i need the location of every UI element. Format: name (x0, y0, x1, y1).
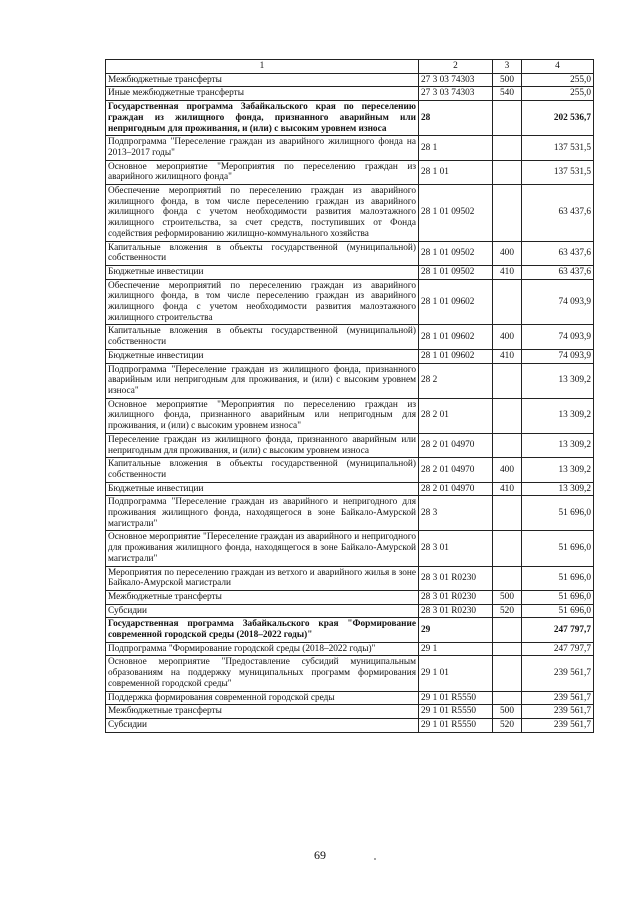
cell-vr (493, 136, 522, 160)
cell-code: 28 1 (419, 136, 493, 160)
cell-name: Подпрограмма "Переселение граждан из аварийного и непригодного для проживания жилищного фонда, находящегося в зоне Байкало-Амурской магистрали" (106, 496, 419, 531)
table-row (106, 185, 594, 242)
cell-vr: 520 (493, 718, 522, 732)
cell-sum: 137 531,5 (522, 160, 594, 184)
cell-code: 28 (419, 101, 493, 136)
cell-vr (493, 101, 522, 136)
cell-name: Государственная программа Забайкальского края "Формирование современной городской среды (2018–2022 годы)" (106, 618, 419, 642)
cell-sum: 13 309,2 (522, 458, 594, 482)
cell-code: 28 1 01 09502 (419, 185, 493, 242)
table-row (106, 73, 594, 87)
cell-sum: 247 797,7 (522, 642, 594, 656)
cell-sum: 202 536,7 (522, 101, 594, 136)
cell-sum: 51 696,0 (522, 496, 594, 531)
cell-sum: 255,0 (522, 87, 594, 101)
cell-name: Бюджетные инвестиции (106, 349, 419, 363)
cell-code: 28 1 01 09602 (419, 349, 493, 363)
table-row (106, 265, 594, 279)
cell-sum: 239 561,7 (522, 691, 594, 705)
cell-vr: 500 (493, 590, 522, 604)
cell-code: 28 3 01 R0230 (419, 566, 493, 590)
cell-name: Капитальные вложения в объекты государственной (муниципальной) собственности (106, 325, 419, 349)
cell-name: Бюджетные инвестиции (106, 265, 419, 279)
cell-sum: 51 696,0 (522, 566, 594, 590)
cell-code: 28 1 01 (419, 160, 493, 184)
cell-sum: 239 561,7 (522, 705, 594, 719)
table-row (106, 398, 594, 433)
table-row (106, 279, 594, 325)
cell-name: Основное мероприятие "Мероприятия по переселению граждан из аварийного жилищного фонда" (106, 160, 419, 184)
cell-vr (493, 691, 522, 705)
cell-sum: 13 309,2 (522, 398, 594, 433)
cell-code: 28 2 (419, 363, 493, 398)
cell-sum: 13 309,2 (522, 363, 594, 398)
header-cell-code: 2 (419, 60, 493, 74)
header-cell-vr: 3 (493, 60, 522, 74)
table-row (106, 482, 594, 496)
cell-code: 27 3 03 74303 (419, 87, 493, 101)
cell-code: 28 1 01 09502 (419, 265, 493, 279)
cell-name: Основное мероприятие "Мероприятия по переселению граждан из жилищного фонда, признанного аварийным или непригодным для проживания, и (или) с высоким уровнем износа" (106, 398, 419, 433)
cell-vr (493, 642, 522, 656)
cell-sum: 137 531,5 (522, 136, 594, 160)
cell-code: 28 2 01 04970 (419, 482, 493, 496)
cell-name: Основное мероприятие "Предоставление субсидий муниципальным образованиям на поддержку муниципальных программ формирования современной городской среды" (106, 656, 419, 691)
cell-vr: 410 (493, 349, 522, 363)
cell-name: Иные межбюджетные трансферты (106, 87, 419, 101)
cell-name: Обеспечение мероприятий по переселению граждан из аварийного жилищного фонда, в том числе переселению граждан из аварийного жилищного фонда с учетом необходимости развития малоэтажного жилищного строительства (106, 279, 419, 325)
cell-code: 29 1 01 (419, 656, 493, 691)
table-row (106, 566, 594, 590)
cell-code: 29 1 01 R5550 (419, 691, 493, 705)
table-row (106, 656, 594, 691)
cell-code: 29 (419, 618, 493, 642)
cell-sum: 13 309,2 (522, 433, 594, 457)
cell-vr (493, 185, 522, 242)
cell-code: 28 1 01 09602 (419, 279, 493, 325)
cell-name: Капитальные вложения в объекты государственной (муниципальной) собственности (106, 458, 419, 482)
page-number: 69 (314, 848, 326, 862)
table-row (106, 718, 594, 732)
cell-sum: 63 437,6 (522, 185, 594, 242)
table-row (106, 363, 594, 398)
cell-sum: 247 797,7 (522, 618, 594, 642)
cell-name: Переселение граждан из жилищного фонда, признанного аварийным или непригодным для проживания, и (или) с высоким уровнем износа (106, 433, 419, 457)
table-row (106, 458, 594, 482)
table-row (106, 87, 594, 101)
table-row (106, 136, 594, 160)
cell-name: Подпрограмма "Переселение граждан из жилищного фонда, признанного аварийным или непригодным для проживания, и (или) с высоким уровнем износа" (106, 363, 419, 398)
cell-sum: 13 309,2 (522, 482, 594, 496)
cell-sum: 74 093,9 (522, 349, 594, 363)
header-cell-name: 1 (106, 60, 419, 74)
cell-code: 28 3 (419, 496, 493, 531)
cell-sum: 51 696,0 (522, 604, 594, 618)
cell-sum: 239 561,7 (522, 656, 594, 691)
table-row (106, 531, 594, 566)
cell-vr: 410 (493, 482, 522, 496)
table-row (106, 691, 594, 705)
cell-vr (493, 566, 522, 590)
cell-code: 29 1 01 R5550 (419, 705, 493, 719)
cell-sum: 255,0 (522, 73, 594, 87)
cell-name: Подпрограмма "Переселение граждан из аварийного жилищного фонда на 2013–2017 годы" (106, 136, 419, 160)
cell-name: Основное мероприятие "Переселение граждан из аварийного и непригодного для проживания жилищного фонда, находящегося в зоне Байкало-Амурской магистрали" (106, 531, 419, 566)
header-cell-sum: 4 (522, 60, 594, 74)
cell-sum: 63 437,6 (522, 265, 594, 279)
table-header-row (106, 60, 594, 74)
scan-speck (374, 858, 376, 860)
table-row (106, 705, 594, 719)
cell-sum: 51 696,0 (522, 590, 594, 604)
table-row (106, 642, 594, 656)
cell-sum: 74 093,9 (522, 325, 594, 349)
cell-code: 28 1 01 09502 (419, 241, 493, 265)
cell-vr (493, 433, 522, 457)
cell-vr (493, 496, 522, 531)
cell-name: Обеспечение мероприятий по переселению граждан из аварийного жилищного фонда, в том числе переселению граждан из аварийного жилищного фонда с учетом необходимости развития малоэтажного жилищного строительства, за счет средств, поступивших от Фонда содействия реформированию жилищно-коммунального хозяйства (106, 185, 419, 242)
table-row (106, 101, 594, 136)
cell-code: 29 1 01 R5550 (419, 718, 493, 732)
cell-vr (493, 398, 522, 433)
budget-table-body (106, 60, 594, 733)
cell-name: Межбюджетные трансферты (106, 73, 419, 87)
cell-name: Межбюджетные трансферты (106, 590, 419, 604)
cell-code: 28 3 01 (419, 531, 493, 566)
cell-vr: 400 (493, 325, 522, 349)
cell-vr (493, 363, 522, 398)
cell-vr: 520 (493, 604, 522, 618)
table-row (106, 160, 594, 184)
cell-sum: 239 561,7 (522, 718, 594, 732)
cell-code: 27 3 03 74303 (419, 73, 493, 87)
cell-sum: 63 437,6 (522, 241, 594, 265)
cell-vr: 500 (493, 73, 522, 87)
cell-code: 28 2 01 (419, 398, 493, 433)
cell-sum: 74 093,9 (522, 279, 594, 325)
cell-name: Капитальные вложения в объекты государственной (муниципальной) собственности (106, 241, 419, 265)
cell-vr: 410 (493, 265, 522, 279)
cell-code: 29 1 (419, 642, 493, 656)
cell-vr: 400 (493, 241, 522, 265)
table-row (106, 604, 594, 618)
cell-vr (493, 618, 522, 642)
cell-name: Подпрограмма "Формирование городской среды (2018–2022 годы)" (106, 642, 419, 656)
cell-name: Субсидии (106, 604, 419, 618)
cell-code: 28 3 01 R0230 (419, 590, 493, 604)
cell-vr: 500 (493, 705, 522, 719)
cell-vr: 540 (493, 87, 522, 101)
budget-table-container (105, 59, 593, 733)
cell-name: Поддержка формирования современной городской среды (106, 691, 419, 705)
cell-name: Субсидии (106, 718, 419, 732)
table-row (106, 241, 594, 265)
table-row (106, 590, 594, 604)
cell-name: Мероприятия по переселению граждан из ветхого и аварийного жилья в зоне Байкало-Амурской магистрали (106, 566, 419, 590)
table-row (106, 496, 594, 531)
cell-vr (493, 279, 522, 325)
table-row (106, 349, 594, 363)
cell-code: 28 2 01 04970 (419, 433, 493, 457)
budget-table (105, 59, 594, 733)
table-row (106, 325, 594, 349)
cell-name: Межбюджетные трансферты (106, 705, 419, 719)
cell-name: Бюджетные инвестиции (106, 482, 419, 496)
cell-vr (493, 656, 522, 691)
cell-vr: 400 (493, 458, 522, 482)
cell-vr (493, 160, 522, 184)
cell-code: 28 2 01 04970 (419, 458, 493, 482)
cell-name: Государственная программа Забайкальского края по переселению граждан из жилищного фонда, признанного аварийным или непригодным для проживания, и (или) с высоким уровнем износа (106, 101, 419, 136)
table-row (106, 433, 594, 457)
cell-vr (493, 531, 522, 566)
cell-code: 28 3 01 R0230 (419, 604, 493, 618)
cell-code: 28 1 01 09602 (419, 325, 493, 349)
cell-sum: 51 696,0 (522, 531, 594, 566)
table-row (106, 618, 594, 642)
